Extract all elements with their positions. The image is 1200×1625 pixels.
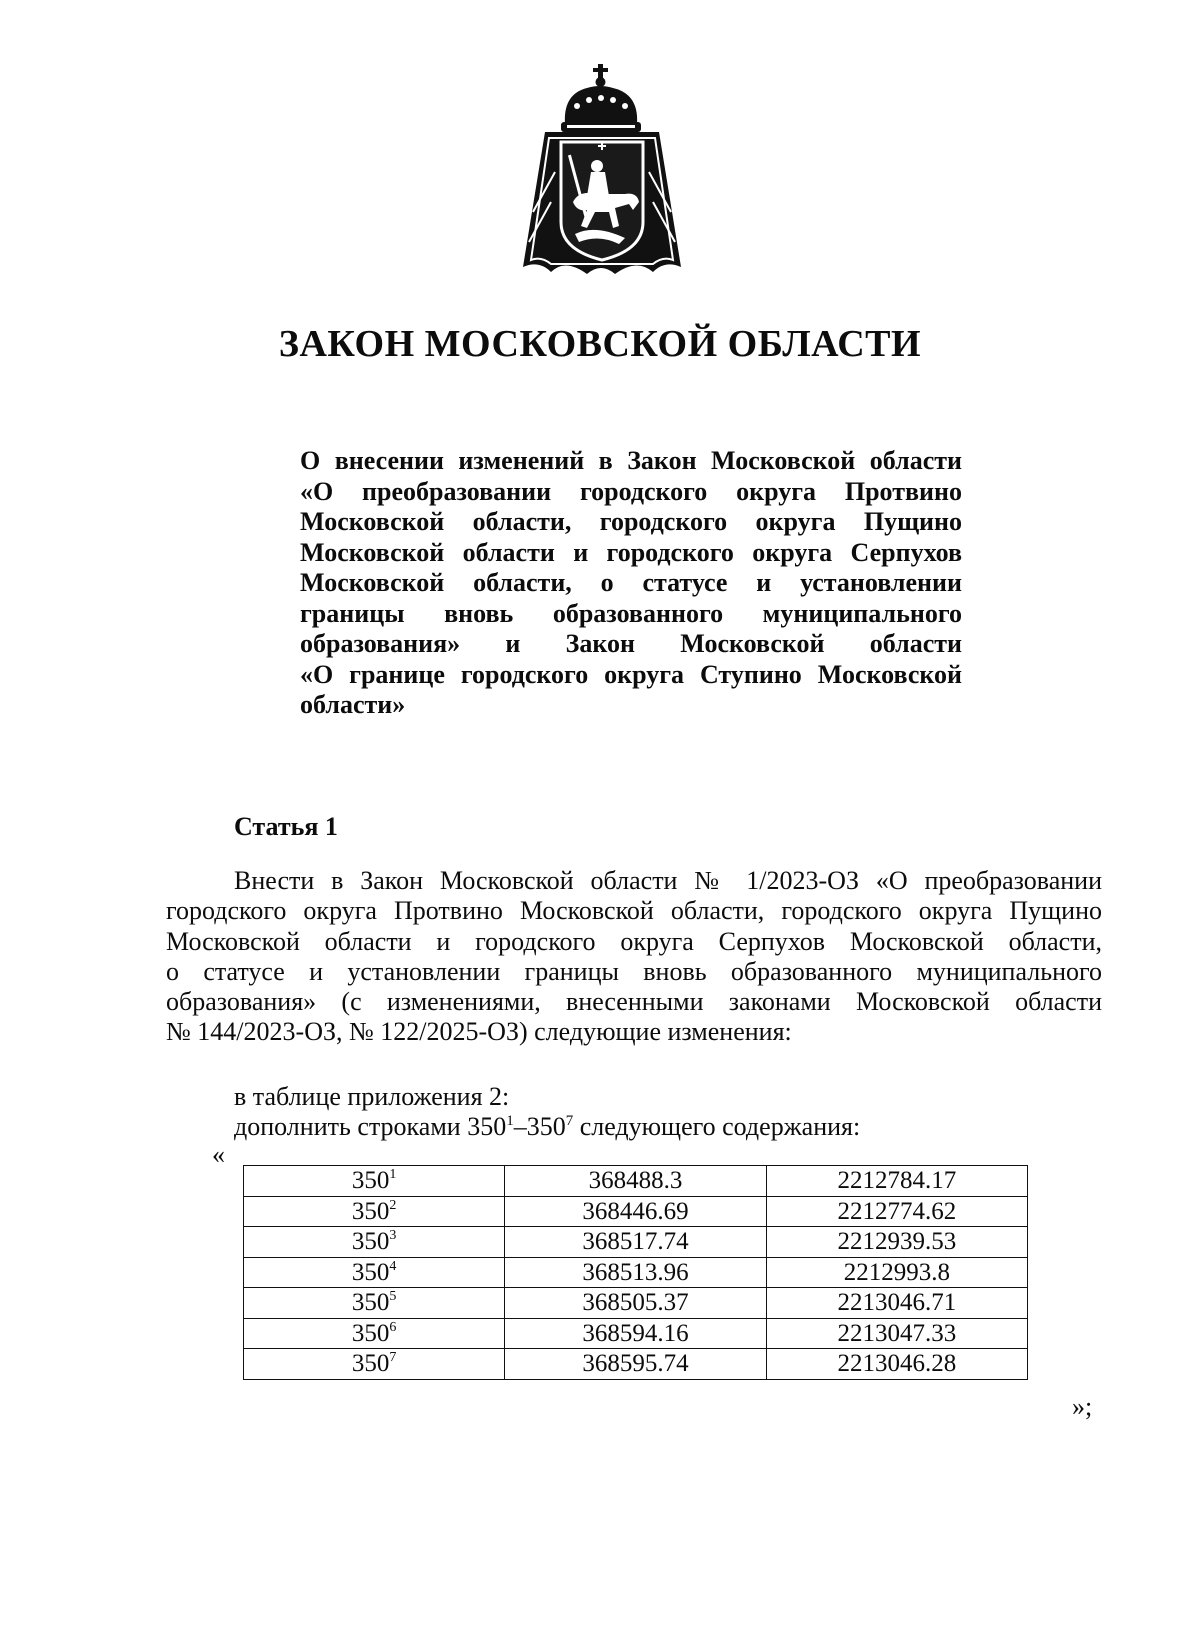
table-row	[244, 1257, 1028, 1288]
x-coordinate-cell: 368517.74	[505, 1227, 766, 1258]
law-heading: ЗАКОН МОСКОВСКОЙ ОБЛАСТИ	[278, 323, 922, 365]
intro-text-after: следующего содержания:	[573, 1112, 861, 1141]
x-coordinate-cell: 368513.96	[505, 1257, 766, 1288]
point-number-cell: $350^7$	[244, 1349, 505, 1380]
intro-sup-last: 7	[565, 1113, 574, 1129]
amendment-intro	[234, 1082, 860, 1142]
y-coordinate-cell: 2213046.71	[766, 1288, 1027, 1319]
law-title-line: образования» и Закон Московской области	[300, 629, 962, 658]
article-body-line: Московской области и городского округа Серпухов Московской области,	[166, 926, 1102, 956]
coat-of-arms-emblem	[515, 62, 689, 282]
y-coordinate-cell: 2212774.62	[766, 1196, 1027, 1227]
article-body-line: образования» (с изменениями, внесенными законами Московской области	[166, 987, 1102, 1017]
x-coordinate-cell: 368595.74	[505, 1349, 766, 1380]
article-body-line: № 144/2023-ОЗ, № 122/2025-ОЗ) следующие изменения:	[166, 1017, 792, 1047]
law-title-line: границы вновь образованного муниципального	[300, 598, 962, 628]
article-heading: Статья 1	[234, 812, 338, 841]
law-title-line: Московской области, городского округа Пущино	[300, 507, 962, 536]
point-number-cell: $350^6$	[244, 1318, 505, 1349]
point-number-cell: $350^2$	[244, 1196, 505, 1227]
law-title-line: Московской области, о статусе и установлении	[300, 568, 962, 597]
coordinates-table	[243, 1165, 1028, 1380]
point-number-cell: $350^4$	[244, 1257, 505, 1288]
table-row	[244, 1227, 1028, 1258]
table-row	[244, 1288, 1028, 1319]
y-coordinate-cell: 2212784.17	[766, 1166, 1027, 1197]
article-body-line: городского округа Протвино Московской области, городского округа Пущино	[166, 896, 1102, 926]
intro-text-before: дополнить строками 350	[234, 1112, 507, 1141]
intro-sup-first: 1	[506, 1113, 514, 1129]
x-coordinate-cell: 368446.69	[505, 1196, 766, 1227]
law-title-line: области»	[300, 690, 406, 719]
law-title-line: Московской области и городского округа Серпухов	[300, 537, 962, 567]
y-coordinate-cell: 2213047.33	[766, 1318, 1027, 1349]
table-row	[244, 1349, 1028, 1380]
x-coordinate-cell: 368488.3	[505, 1166, 766, 1197]
point-number-cell: $350^3$	[244, 1227, 505, 1258]
closing-quote: »;	[1072, 1392, 1093, 1421]
table-row	[244, 1166, 1028, 1197]
point-number-cell: $350^1$	[244, 1166, 505, 1197]
y-coordinate-cell: 2212939.53	[766, 1227, 1027, 1258]
table-row	[244, 1196, 1028, 1227]
opening-quote: «	[212, 1140, 225, 1169]
law-title	[300, 446, 962, 721]
law-title-line: «О преобразовании городского округа Протвино	[300, 476, 962, 506]
table-row	[244, 1318, 1028, 1349]
x-coordinate-cell: 368594.16	[505, 1318, 766, 1349]
intro-line-rows	[234, 1112, 860, 1142]
intro-line-table: в таблице приложения 2:	[234, 1082, 510, 1111]
coat-of-arms-icon	[515, 62, 689, 282]
law-title-line: «О границе городского округа Ступино Московской	[300, 659, 962, 689]
point-number-cell: $350^5$	[244, 1288, 505, 1319]
x-coordinate-cell: 368505.37	[505, 1288, 766, 1319]
article-body	[166, 866, 1102, 1048]
y-coordinate-cell: 2213046.28	[766, 1349, 1027, 1380]
intro-text-dash: –350	[513, 1112, 566, 1141]
article-body-line: Внести в Закон Московской области № 1/2023-ОЗ «О преобразовании	[234, 866, 1102, 895]
article-body-line: о статусе и установлении границы вновь образованного муниципального	[166, 956, 1102, 986]
law-title-line: О внесении изменений в Закон Московской области	[300, 446, 962, 475]
y-coordinate-cell: 2212993.8	[766, 1257, 1027, 1288]
